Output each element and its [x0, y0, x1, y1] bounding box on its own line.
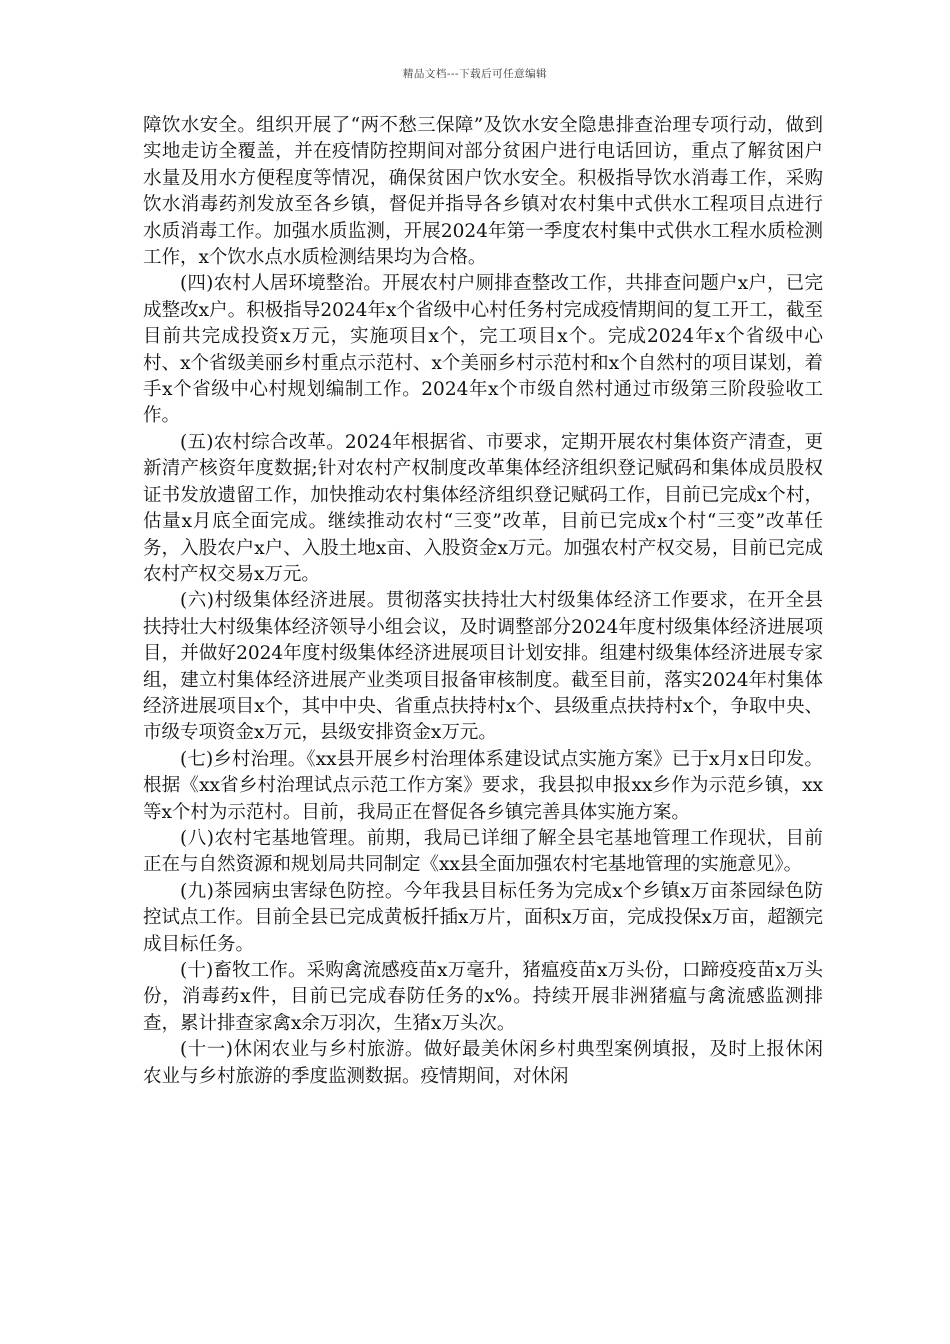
- paragraph-rural-reform: (五)农村综合改革。2024年根据省、市要求，定期开展农村集体资产清查，更新清产核资年度数据;针对农村产权制度改革集体经济组织登记赋码和集体成员股权证书发放遗留工作，加快推动农村集体经济组织登记赋码工作，目前已完成x个村，估量x月底全面完成。继续推动农村“三变”改革，目前已完成x个村“三变”改革任务，入股农户x户、入股土地x亩、入股资金x万元。加强农村产权交易，目前已完成农村产权交易x万元。: [143, 431, 823, 585]
- page-header: 精品文档---下载后可任意编辑: [402, 68, 548, 80]
- paragraph-collective-economy: (六)村级集体经济进展。贯彻落实扶持壮大村级集体经济工作要求，在开全县扶持壮大村级集体经济领导小组会议，及时调整部分2024年度村级集体经济进展项目，并做好2024年度村级集体经济进展项目计划安排。组建村级集体经济进展专家组，建立村集体经济进展产业类项目报备审核制度。截至目前，落实2024年村集体经济进展项目x个，其中中央、省重点扶持村x个、县级重点扶持村x个，争取中央、市级专项资金x万元，县级安排资金x万元。: [143, 590, 823, 744]
- paragraph-rural-governance: (七)乡村治理。《xx县开展乡村治理体系建设试点实施方案》已于x月x日印发。根据《xx省乡村治理试点示范工作方案》要求，我县拟申报xx乡作为示范乡镇，xx等x个村为示范村。目前，我局正在督促各乡镇完善具体实施方案。: [143, 748, 823, 823]
- paragraph-tea-pest-control: (九)茶园病虫害绿色防控。今年我县目标任务为完成x个乡镇x万亩茶园绿色防控试点工作。目前全县已完成黄板扦插x万片，面积x万亩，完成投保x万亩，超额完成目标任务。: [143, 880, 823, 955]
- paragraph-homestead-management: (八)农村宅基地管理。前期，我局已详细了解全县宅基地管理工作现状，目前正在与自然资源和规划局共同制定《xx县全面加强农村宅基地管理的实施意见》。: [143, 827, 823, 876]
- paragraph-water-safety: 障饮水安全。组织开展了“两不愁三保障”及饮水安全隐患排查治理专项行动，做到实地走访全覆盖，并在疫情防控期间对部分贫困户进行电话回访，重点了解贫困户水量及用水方便程度等情况，确保贫困户饮水安全。积极指导饮水消毒工作，采购饮水消毒药剂发放至各乡镇，督促并指导各乡镇对农村集中式供水工程项目点进行水质消毒工作。加强水质监测，开展2024年第一季度农村集中式供水工程水质检测工作，x个饮水点水质检测结果均为合格。: [143, 115, 823, 269]
- paragraph-leisure-agriculture: (十一)休闲农业与乡村旅游。做好最美休闲乡村典型案例填报，及时上报休闲农业与乡村旅游的季度监测数据。疫情期间，对休闲: [143, 1039, 823, 1087]
- paragraph-livestock-work: (十)畜牧工作。采购禽流感疫苗x万毫升，猪瘟疫苗x万头份，口蹄疫疫苗x万头份，消毒药x件，目前已完成春防任务的x%。持续开展非洲猪瘟与禽流感监测排查，累计排查家禽x余万羽次，生猪x万头次。: [143, 960, 823, 1034]
- document-body: [143, 113, 823, 1090]
- paragraph-living-environment: (四)农村人居环境整治。开展农村户厕排查整改工作，共排查问题户x户，已完成整改x户。积极指导2024年x个省级中心村任务村完成疫情期间的复工开工，截至目前共完成投资x万元，实施项目x个，完工项目x个。完成2024年x个省级中心村、x个省级美丽乡村重点示范村、x个美丽乡村示范村和x个自然村的项目谋划，着手x个省级中心村规划编制工作。2024年x个市级自然村通过市级第三阶段验收工作。: [143, 273, 823, 427]
